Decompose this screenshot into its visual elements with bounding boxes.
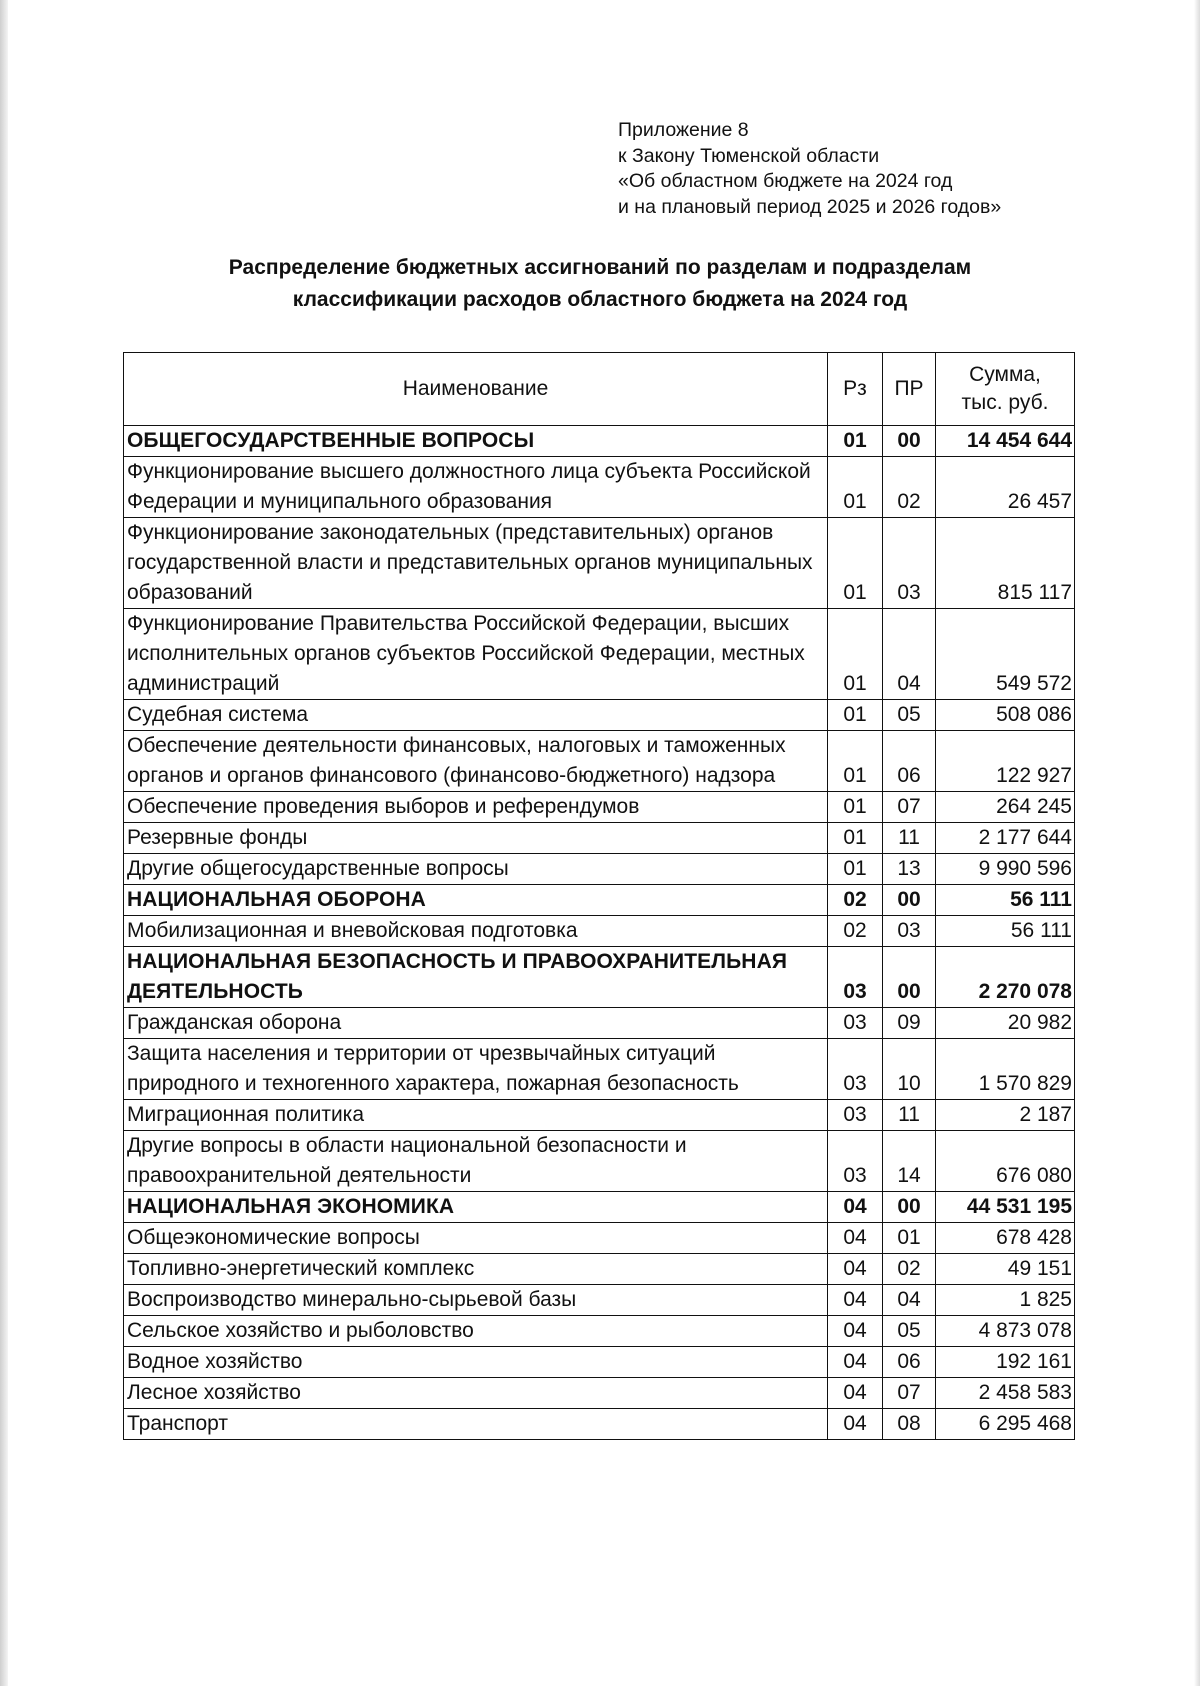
- row-rz-cell: 04: [828, 1285, 883, 1316]
- table-row: [124, 1254, 1075, 1285]
- row-sum-cell: 49 151: [936, 1254, 1075, 1285]
- row-sum-cell: 2 177 644: [936, 823, 1075, 854]
- row-name-cell: Воспроизводство минерально-сырьевой базы: [124, 1285, 828, 1316]
- row-pr-cell: 05: [883, 700, 936, 731]
- appendix-line: Приложение 8: [618, 119, 749, 141]
- row-name-cell: Функционирование законодательных (представительных) органов государственной власти и представительных органов муниципальных образований: [124, 518, 828, 609]
- table-row: [124, 1039, 1075, 1100]
- row-sum-cell: 6 295 468: [936, 1409, 1075, 1440]
- row-name-cell: Защита населения и территории от чрезвычайных ситуаций природного и техногенного характера, пожарная безопасность: [124, 1039, 828, 1100]
- row-pr-cell: 00: [883, 426, 936, 457]
- row-name-cell: Водное хозяйство: [124, 1347, 828, 1378]
- appendix-line: и на плановый период 2025 и 2026 годов»: [618, 195, 1002, 218]
- row-rz-cell: 01: [828, 609, 883, 700]
- row-rz-cell: 01: [828, 518, 883, 609]
- row-rz-cell: 01: [828, 700, 883, 731]
- row-name-cell: НАЦИОНАЛЬНАЯ ЭКОНОМИКА: [124, 1192, 828, 1223]
- row-pr-cell: 03: [883, 916, 936, 947]
- row-pr-cell: 14: [883, 1131, 936, 1192]
- row-sum-cell: 56 111: [936, 885, 1075, 916]
- row-name-cell: Судебная система: [124, 700, 828, 731]
- row-pr-cell: 00: [883, 947, 936, 1008]
- row-name-cell: Резервные фонды: [124, 823, 828, 854]
- row-name-cell: ОБЩЕГОСУДАРСТВЕННЫЕ ВОПРОСЫ: [124, 426, 828, 457]
- budget-table: [123, 352, 1075, 1440]
- row-sum-cell: 2 458 583: [936, 1378, 1075, 1409]
- table-row: [124, 700, 1075, 731]
- row-sum-cell: 26 457: [936, 457, 1075, 518]
- table-row: [124, 823, 1075, 854]
- table-header-row: [124, 353, 1075, 426]
- row-name-cell: Обеспечение проведения выборов и референдумов: [124, 792, 828, 823]
- table-row: [124, 457, 1075, 518]
- row-rz-cell: 03: [828, 947, 883, 1008]
- appendix-line: «Об областном бюджете на 2024 год: [618, 170, 953, 192]
- row-name-cell: Топливно-энергетический комплекс: [124, 1254, 828, 1285]
- row-sum-cell: 815 117: [936, 518, 1075, 609]
- header-sum: [936, 353, 1075, 426]
- header-rz: Рз: [828, 353, 883, 426]
- row-name-cell: НАЦИОНАЛЬНАЯ БЕЗОПАСНОСТЬ И ПРАВООХРАНИТЕЛЬНАЯ ДЕЯТЕЛЬНОСТЬ: [124, 947, 828, 1008]
- row-sum-cell: 44 531 195: [936, 1192, 1075, 1223]
- row-pr-cell: 04: [883, 1285, 936, 1316]
- row-name-cell: Сельское хозяйство и рыболовство: [124, 1316, 828, 1347]
- table-row: [124, 1347, 1075, 1378]
- row-name-cell: Общеэкономические вопросы: [124, 1223, 828, 1254]
- table-body: [124, 426, 1075, 1440]
- table-row: [124, 1008, 1075, 1039]
- table-row: [124, 609, 1075, 700]
- table-row: [124, 1316, 1075, 1347]
- row-pr-cell: 07: [883, 792, 936, 823]
- header-sum-line: тыс. руб.: [961, 391, 1049, 414]
- row-rz-cell: 03: [828, 1131, 883, 1192]
- row-pr-cell: 11: [883, 1100, 936, 1131]
- table-row: [124, 1378, 1075, 1409]
- table-row: [124, 1409, 1075, 1440]
- appendix-line: к Закону Тюменской области: [618, 144, 880, 167]
- table-row: [124, 518, 1075, 609]
- row-sum-cell: 9 990 596: [936, 854, 1075, 885]
- row-rz-cell: 03: [828, 1039, 883, 1100]
- title-line: Распределение бюджетных ассигнований по разделам и подразделам: [228, 256, 972, 279]
- row-name-cell: Гражданская оборона: [124, 1008, 828, 1039]
- row-sum-cell: 508 086: [936, 700, 1075, 731]
- row-pr-cell: 02: [883, 457, 936, 518]
- row-rz-cell: 04: [828, 1316, 883, 1347]
- row-pr-cell: 00: [883, 885, 936, 916]
- title-line: классификации расходов областного бюджета на 2024 год: [292, 288, 908, 311]
- row-pr-cell: 00: [883, 1192, 936, 1223]
- scan-edge-left: [0, 0, 8, 1686]
- row-name-cell: Транспорт: [124, 1409, 828, 1440]
- row-rz-cell: 01: [828, 792, 883, 823]
- row-pr-cell: 08: [883, 1409, 936, 1440]
- row-name-cell: Обеспечение деятельности финансовых, налоговых и таможенных органов и органов финансового (финансово-бюджетного) надзора: [124, 731, 828, 792]
- row-rz-cell: 04: [828, 1378, 883, 1409]
- row-rz-cell: 01: [828, 823, 883, 854]
- row-rz-cell: 01: [828, 457, 883, 518]
- row-sum-cell: 4 873 078: [936, 1316, 1075, 1347]
- row-rz-cell: 01: [828, 731, 883, 792]
- row-sum-cell: 122 927: [936, 731, 1075, 792]
- row-pr-cell: 01: [883, 1223, 936, 1254]
- row-name-cell: Другие общегосударственные вопросы: [124, 854, 828, 885]
- row-rz-cell: 02: [828, 916, 883, 947]
- row-name-cell: Функционирование высшего должностного лица субъекта Российской Федерации и муниципального образования: [124, 457, 828, 518]
- row-rz-cell: 01: [828, 426, 883, 457]
- table-row: [124, 1285, 1075, 1316]
- row-sum-cell: 1 570 829: [936, 1039, 1075, 1100]
- table-row: [124, 854, 1075, 885]
- row-rz-cell: 04: [828, 1223, 883, 1254]
- table-row: [124, 1131, 1075, 1192]
- row-sum-cell: 2 187: [936, 1100, 1075, 1131]
- table-row: [124, 916, 1075, 947]
- table-section-row: [124, 947, 1075, 1008]
- row-sum-cell: 56 111: [936, 916, 1075, 947]
- row-pr-cell: 13: [883, 854, 936, 885]
- row-rz-cell: 03: [828, 1008, 883, 1039]
- row-sum-cell: 192 161: [936, 1347, 1075, 1378]
- row-name-cell: Мобилизационная и вневойсковая подготовка: [124, 916, 828, 947]
- row-sum-cell: 264 245: [936, 792, 1075, 823]
- row-pr-cell: 04: [883, 609, 936, 700]
- row-name-cell: Лесное хозяйство: [124, 1378, 828, 1409]
- table-row: [124, 1100, 1075, 1131]
- row-pr-cell: 09: [883, 1008, 936, 1039]
- row-name-cell: Другие вопросы в области национальной безопасности и правоохранительной деятельности: [124, 1131, 828, 1192]
- row-name-cell: Миграционная политика: [124, 1100, 828, 1131]
- row-rz-cell: 04: [828, 1409, 883, 1440]
- row-pr-cell: 03: [883, 518, 936, 609]
- header-name: Наименование: [124, 353, 828, 426]
- row-rz-cell: 01: [828, 854, 883, 885]
- row-rz-cell: 04: [828, 1347, 883, 1378]
- row-pr-cell: 06: [883, 1347, 936, 1378]
- row-pr-cell: 10: [883, 1039, 936, 1100]
- row-rz-cell: 03: [828, 1100, 883, 1131]
- row-sum-cell: 2 270 078: [936, 947, 1075, 1008]
- row-sum-cell: 14 454 644: [936, 426, 1075, 457]
- row-name-cell: Функционирование Правительства Российской Федерации, высших исполнительных органов субъектов Российской Федерации, местных администраций: [124, 609, 828, 700]
- row-name-cell: НАЦИОНАЛЬНАЯ ОБОРОНА: [124, 885, 828, 916]
- table-section-row: [124, 426, 1075, 457]
- row-sum-cell: 678 428: [936, 1223, 1075, 1254]
- table-row: [124, 731, 1075, 792]
- row-sum-cell: 1 825: [936, 1285, 1075, 1316]
- header-sum-line: Сумма,: [969, 363, 1041, 386]
- table-section-row: [124, 885, 1075, 916]
- row-sum-cell: 549 572: [936, 609, 1075, 700]
- row-rz-cell: 04: [828, 1254, 883, 1285]
- row-rz-cell: 04: [828, 1192, 883, 1223]
- row-sum-cell: 676 080: [936, 1131, 1075, 1192]
- row-rz-cell: 02: [828, 885, 883, 916]
- header-pr: ПР: [883, 353, 936, 426]
- row-pr-cell: 11: [883, 823, 936, 854]
- row-sum-cell: 20 982: [936, 1008, 1075, 1039]
- table-row: [124, 792, 1075, 823]
- document-title: [100, 252, 1100, 316]
- appendix-note: [618, 118, 1001, 220]
- scan-edge-right: [1194, 0, 1200, 1686]
- row-pr-cell: 02: [883, 1254, 936, 1285]
- row-pr-cell: 06: [883, 731, 936, 792]
- table-section-row: [124, 1192, 1075, 1223]
- row-pr-cell: 05: [883, 1316, 936, 1347]
- table-row: [124, 1223, 1075, 1254]
- row-pr-cell: 07: [883, 1378, 936, 1409]
